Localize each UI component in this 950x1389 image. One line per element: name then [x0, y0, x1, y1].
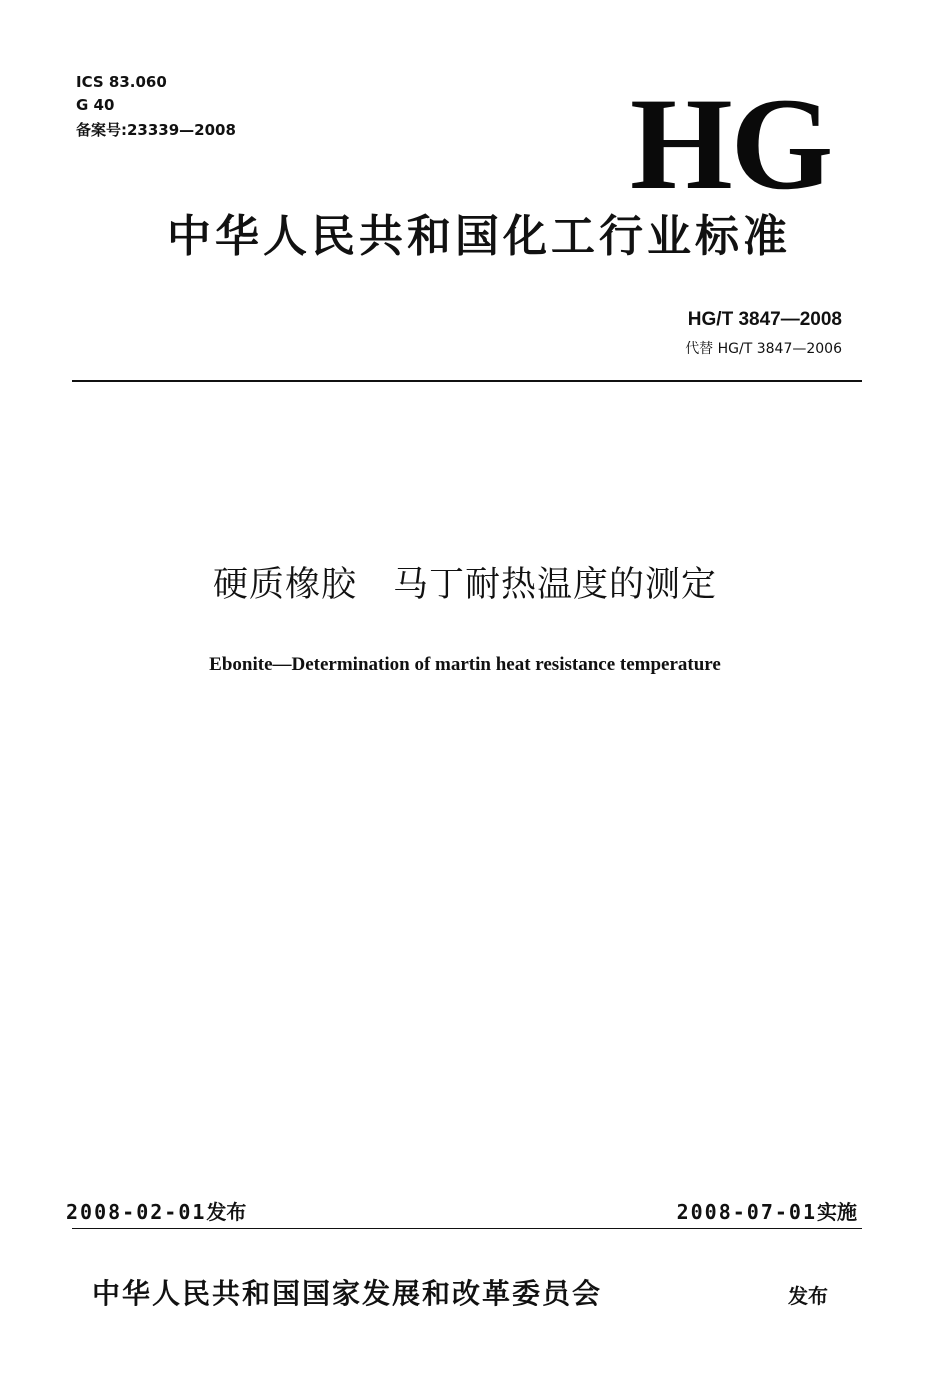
implementation-date: 2008-07-01	[676, 1200, 817, 1224]
issue-label: 发布	[206, 1200, 247, 1224]
issue-date: 2008-02-01	[66, 1200, 207, 1224]
header-divider	[72, 380, 862, 382]
implementation-label: 实施	[817, 1200, 857, 1224]
filing-number: 备案号:23339—2008	[76, 121, 236, 139]
hg-logo: HG	[630, 70, 832, 217]
document-title-chinese: 硬质橡胶 马丁耐热温度的测定	[212, 565, 717, 605]
ccs-code: G 40	[76, 96, 115, 114]
replaced-standard: 代替 HG/T 3847—2006	[685, 341, 842, 357]
standard-category-title: 中华人民共和国化工行业标准	[167, 211, 791, 262]
issuing-authority: 中华人民共和国国家发展和改革委员会	[92, 1277, 603, 1310]
document-title-english: Ebonite—Determination of martin heat resistance temperature	[209, 654, 721, 675]
ics-code: ICS 83.060	[76, 73, 167, 91]
implementation-date-line	[677, 1200, 857, 1224]
standard-number: HG/T 3847—2008	[687, 309, 842, 330]
issue-date-line	[66, 1200, 246, 1224]
issuing-label: 发布	[788, 1284, 828, 1308]
footer-divider	[72, 1228, 862, 1229]
